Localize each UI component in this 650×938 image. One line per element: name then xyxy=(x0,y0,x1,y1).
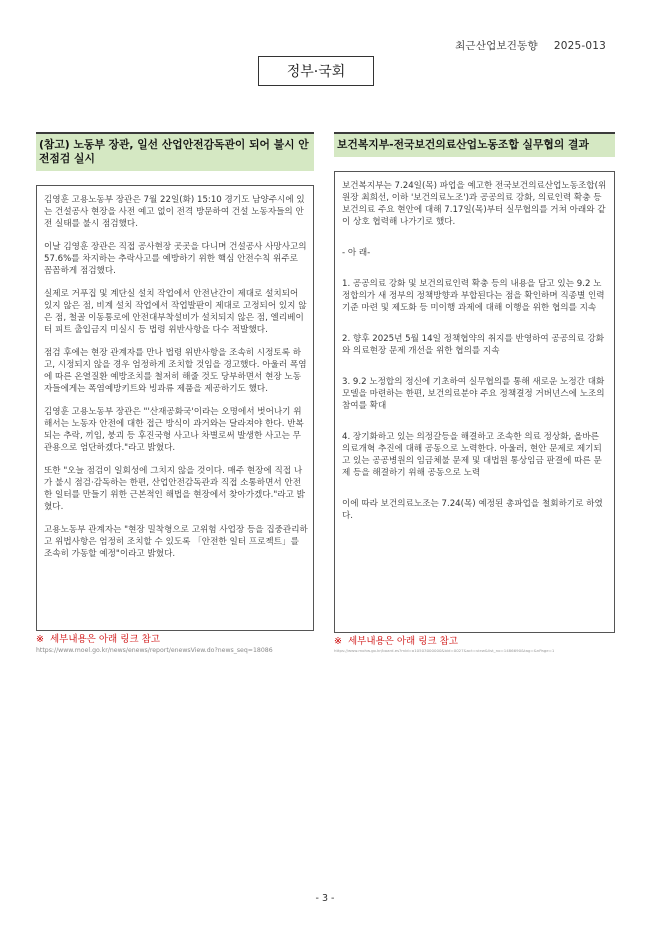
left-paragraph-3: 실제로 거푸집 및 계단실 설치 작업에서 안전난간이 제대로 설치되어 있지 않은 점, 비계 설치 작업에서 작업발판이 제대로 고정되어 있지 않은 점, 철골 이동통로에 안전대부착설비가 설치되지 않은 점, 엘리베이터 피트 출입금지 미실시 등 법령 위반사항을 다수 적발했다. xyxy=(44,289,307,335)
issue-number: 2025-013 xyxy=(553,40,606,52)
left-paragraph-4: 점검 후에는 현장 관계자를 만나 법령 위반사항을 조속히 시정토록 하고, 시정되지 않을 경우 엄정하게 조치할 것임을 경고했다. 아울러 폭염에 따른 온열질환 예방조치를 철저히 해줄 것도 당부하면서 현장 노동자들에게는 폭염예방키트와 빙과류 제품을 제공하기도 했다. xyxy=(44,348,307,394)
left-paragraph-7: 고용노동부 관계자는 "현장 밀착형으로 고위험 사업장 등을 집중관리하고 위법사항은 엄정히 조치할 수 있도록 「안전한 일터 프로젝트」를 조속히 가동할 예정"이라고 밝혔다. xyxy=(44,525,308,559)
left-reference-note xyxy=(36,634,314,646)
right-article xyxy=(334,132,615,654)
left-article-headline: (참고) 노동부 장관, 일선 산업안전감독관이 되어 불시 안전점검 실시 xyxy=(36,132,314,171)
left-paragraph-2: 이날 김영훈 장관은 직접 공사현장 곳곳을 다니며 건설공사 사망사고의 57.6%를 차지하는 추락사고를 예방하기 위한 핵심 안전수칙 위주로 꼼꼼하게 점검했다. xyxy=(44,242,307,276)
right-article-headline: 보건복지부-전국보건의료산업노동조합 실무협의 결과 xyxy=(334,132,615,157)
left-paragraph-1: 김영훈 고용노동부 장관은 7월 22일(화) 15:10 경기도 남양주시에 있는 건설공사 현장을 사전 예고 없이 전격 방문하여 건설 노동자들의 안전 실태를 불시 점검했다. xyxy=(44,195,305,229)
left-article-body xyxy=(36,185,314,631)
left-paragraph-5: 김영훈 고용노동부 장관은 "'산재공화국'이라는 오명에서 벗어나기 위해서는 노동자 안전에 대한 접근 방식이 과거와는 달라져야 한다. 반복되는 추락, 끼임, 붕괴 등 후진국형 사고나 차별로써 발생한 사고는 무관용으로 엄단하겠다."라고 밝혔다. xyxy=(44,407,304,453)
page-number: - 3 - xyxy=(315,893,335,904)
right-paragraph-5: 3. 9.2 노정합의 정신에 기초하여 실무협의를 통해 새로운 노정간 대화 모델을 마련하는 한편, 보건의료분야 주요 정책결정 거버넌스에 노조의 참여를 확대 xyxy=(342,377,605,411)
section-title: 정부·국회 xyxy=(258,56,374,86)
reference-mark: ※ xyxy=(36,634,44,645)
left-source-link[interactable]: https://www.moel.go.kr/news/enews/report/enewsView.do?news_seq=18086 xyxy=(36,647,273,654)
document-header xyxy=(455,38,606,53)
reference-note-text: 세부내용은 아래 링크 참고 xyxy=(49,634,160,645)
right-paragraph-2: - 아 래- xyxy=(342,248,371,258)
right-paragraph-6: 4. 장기화하고 있는 의정갈등을 해결하고 조속한 의료 정상화, 올바른 의료개혁 추진에 대해 공동으로 노력한다. 아울러, 현안 문제로 제기되고 있는 공공병원의 임금체불 문제 및 대법원 통상임금 판결에 따른 문제 등을 해결하기 위해 공동으로 노력 xyxy=(342,432,602,478)
right-reference-note xyxy=(334,636,615,648)
right-source-link[interactable]: https://www.mohw.go.kr/board.es?mid=a10503000000&bid=0027&act=view&list_no=1486690&tag=&nPage=1 xyxy=(334,648,555,653)
left-paragraph-6: 또한 "오늘 점검이 일회성에 그치지 않을 것이다. 매주 현장에 직접 나가 불시 점검·감독하는 한편, 산업안전감독관과 직접 소통하면서 안전한 일터를 만들기 위한 근본적인 해법을 현장에서 찾아가겠다."라고 밝혔다. xyxy=(44,466,305,512)
reference-mark: ※ xyxy=(334,636,342,647)
right-paragraph-1: 보건복지부는 7.24일(목) 파업을 예고한 전국보건의료산업노동조합(위원장 최희선, 이하 '보건의료노조')과 공공의료 강화, 의료인력 확충 등 보건의료 주요 현안에 대해 7.17일(목)부터 실무협의를 거쳐 아래와 같이 상호 협력해 나가기로 했다. xyxy=(342,181,607,227)
right-paragraph-3: 1. 공공의료 강화 및 보건의료인력 확충 등의 내용을 담고 있는 9.2 노정합의가 새 정부의 정책방향과 부합된다는 점을 확인하며 직종별 인력기준 마련 및 제도화 등 미이행 과제에 대해 이행을 위한 협의를 지속 xyxy=(342,279,605,313)
publication-name: 최근산업보건동향 xyxy=(455,40,538,52)
right-paragraph-7: 이에 따라 보건의료노조는 7.24(목) 예정된 총파업을 철회하기로 하였다. xyxy=(342,499,603,521)
left-article xyxy=(36,132,314,655)
right-paragraph-4: 2. 향후 2025년 5월 14일 정책협약의 취지를 반영하여 공공의료 강화와 의료현장 문제 개선을 위한 협의를 지속 xyxy=(342,334,604,356)
reference-note-text: 세부내용은 아래 링크 참고 xyxy=(347,636,458,647)
right-article-body xyxy=(334,171,615,633)
